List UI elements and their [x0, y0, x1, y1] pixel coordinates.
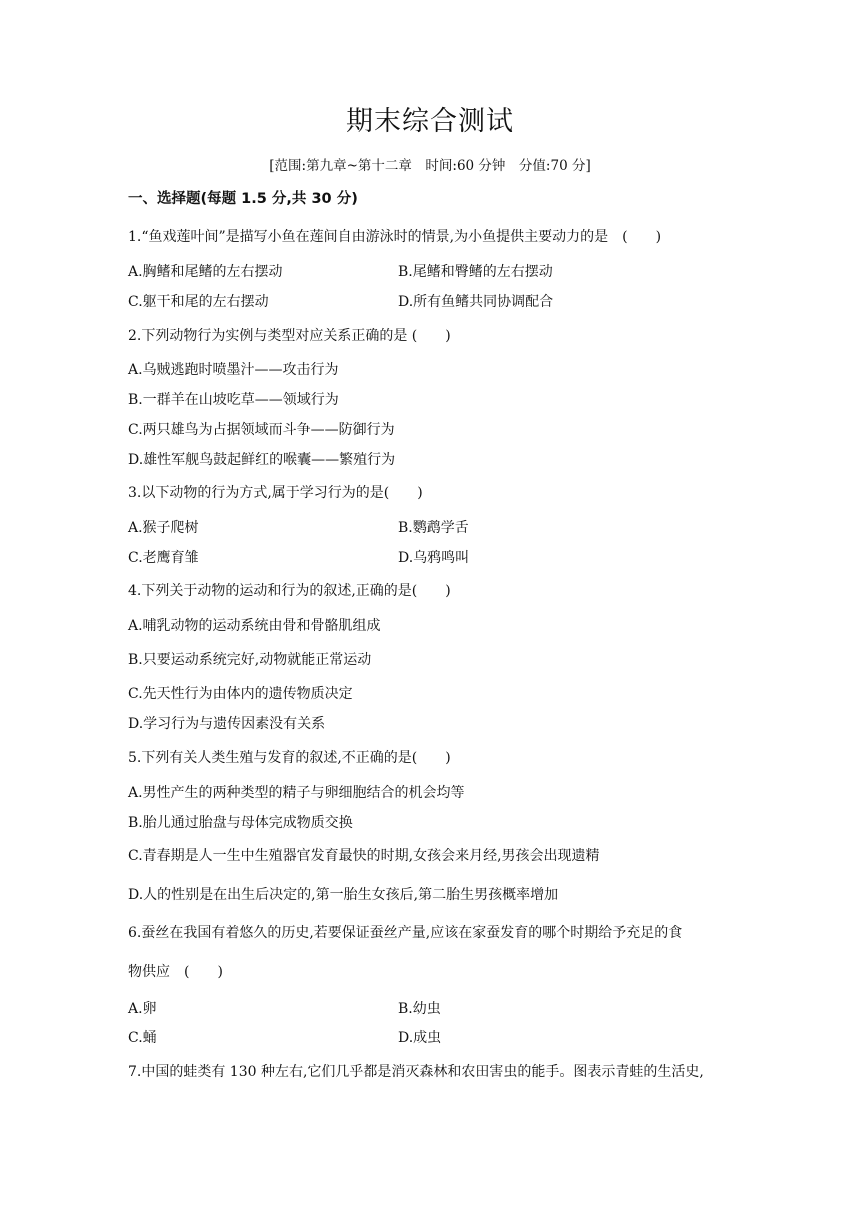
question-6-stem-continued: 物供应 ( ) — [128, 964, 223, 980]
question-2-option-c: C.两只雄鸟为占据领域而斗争——防御行为 — [128, 422, 395, 438]
question-7-stem: 7.中国的蛙类有 130 种左右,它们几乎都是消灭森林和农田害虫的能手。图表示青蛙的生活史, — [128, 1064, 704, 1080]
question-3-option-d: D.乌鸦鸣叫 — [398, 550, 470, 566]
question-3-stem: 3.以下动物的行为方式,属于学习行为的是( ) — [128, 485, 423, 501]
question-1-option-c: C.躯干和尾的左右摆动 — [128, 294, 269, 310]
question-6-option-c: C.蛹 — [128, 1030, 157, 1046]
question-3-option-b: B.鹦鹉学舌 — [398, 520, 469, 536]
question-3-option-a: A.猴子爬树 — [128, 520, 199, 536]
question-2-stem: 2.下列动物行为实例与类型对应关系正确的是 ( ) — [128, 328, 451, 344]
question-1-option-a: A.胸鳍和尾鳍的左右摆动 — [128, 264, 283, 280]
section-heading: 一、选择题(每题 1.5 分,共 30 分) — [128, 191, 358, 207]
question-4-option-c: C.先天性行为由体内的遗传物质决定 — [128, 686, 353, 702]
question-4-option-b: B.只要运动系统完好,动物就能正常运动 — [128, 652, 372, 668]
question-2-option-a: A.乌贼逃跑时喷墨汁——攻击行为 — [128, 362, 339, 378]
question-2-option-b: B.一群羊在山坡吃草——领域行为 — [128, 392, 339, 408]
question-1-stem: 1.“鱼戏莲叶间”是描写小鱼在莲间自由游泳时的情景,为小鱼提供主要动力的是 ( ) — [128, 229, 662, 245]
question-5-option-c: C.青春期是人一生中生殖器官发育最快的时期,女孩会来月经,男孩会出现遗精 — [128, 848, 600, 864]
question-5-option-d: D.人的性别是在出生后决定的,第一胎生女孩后,第二胎生男孩概率增加 — [128, 887, 559, 903]
question-4-option-a: A.哺乳动物的运动系统由骨和骨骼肌组成 — [128, 618, 381, 634]
question-6-option-d: D.成虫 — [398, 1030, 442, 1046]
question-6-stem: 6.蚕丝在我国有着悠久的历史,若要保证蚕丝产量,应该在家蚕发育的哪个时期给予充足的食 — [128, 925, 683, 941]
question-5-stem: 5.下列有关人类生殖与发育的叙述,不正确的是( ) — [128, 750, 451, 766]
question-4-stem: 4.下列关于动物的运动和行为的叙述,正确的是( ) — [128, 583, 451, 599]
question-6-option-a: A.卵 — [128, 1001, 157, 1017]
exam-meta: [范围:第九章~第十二章 时间:60 分钟 分值:70 分] — [269, 158, 591, 174]
page-title: 期末综合测试 — [346, 106, 514, 137]
question-6-option-b: B.幼虫 — [398, 1001, 441, 1017]
question-1-option-b: B.尾鳍和臀鳍的左右摆动 — [398, 264, 553, 280]
question-5-option-a: A.男性产生的两种类型的精子与卵细胞结合的机会均等 — [128, 785, 465, 801]
question-5-option-b: B.胎儿通过胎盘与母体完成物质交换 — [128, 815, 353, 831]
question-2-option-d: D.雄性军舰鸟鼓起鲜红的喉囊——繁殖行为 — [128, 452, 396, 468]
question-3-option-c: C.老鹰育雏 — [128, 550, 199, 566]
question-4-option-d: D.学习行为与遗传因素没有关系 — [128, 716, 326, 732]
question-1-option-d: D.所有鱼鳍共同协调配合 — [398, 294, 554, 310]
